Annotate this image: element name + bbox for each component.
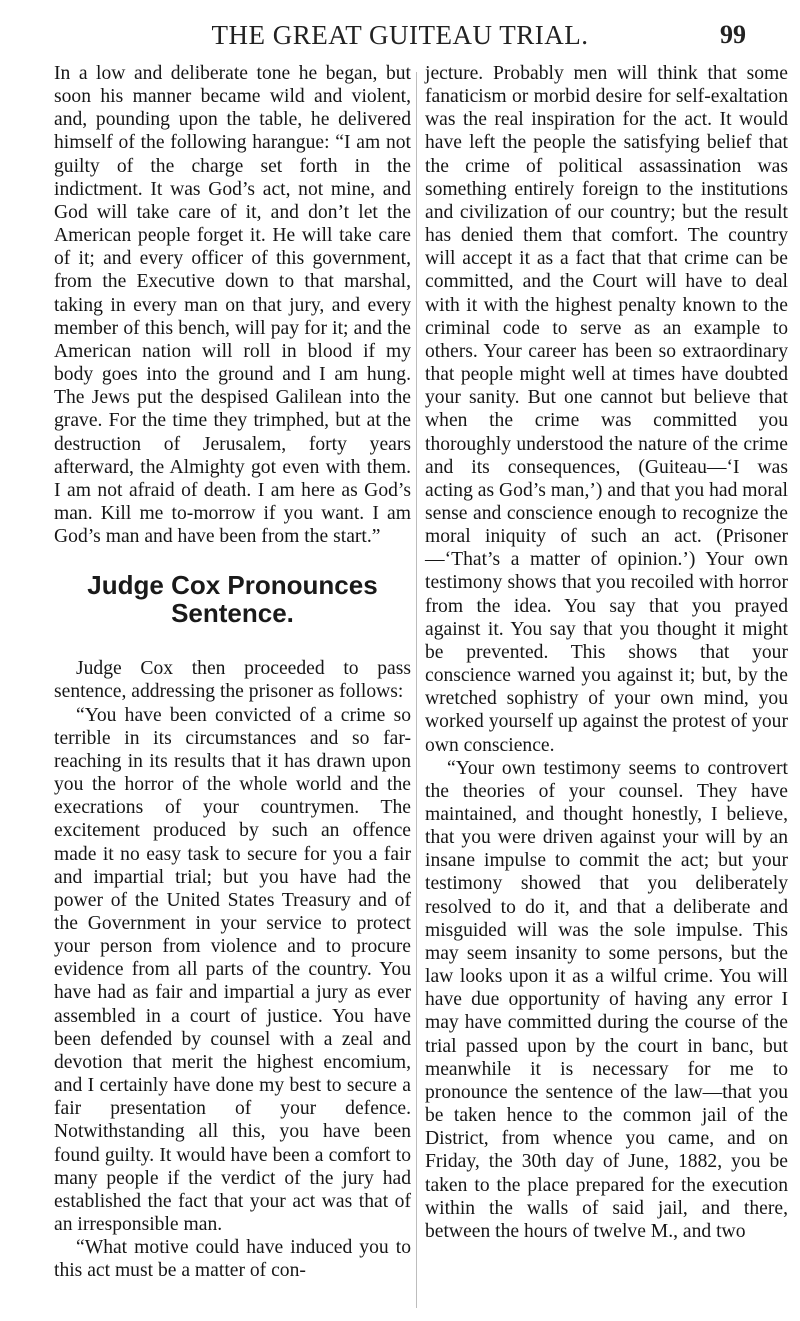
- paragraph-sentence-intro: Judge Cox then proceeded to pass sentence, addressing the prisoner as follows:: [54, 658, 411, 703]
- right-column: [425, 62, 788, 1243]
- page-number: 99: [720, 20, 746, 49]
- paragraph-conjecture: jecture. Probably men will think that some fanaticism or morbid desire for self-exaltation was the real inspiration for the act. It would have left the people the satisfying belief that the crime of political assassination was something entirely foreign to the institutions and civilization of our country; but the result has denied them that comfort. The country will accept it as a fact that that crime can be committed, and the Court will have to deal with it with the highest penalty known to the criminal code to serve as an example to others. Your career has been so extraordinary that people might well at times have doubted your sanity. But one cannot but believe that when the crime was committed you thoroughly understood the nature of the crime and its consequences, (Guiteau—‘I was acting as God’s man,’) and that you had moral sense and conscience enough to recognize the moral iniquity of such an act. (Prisoner—‘That’s a matter of opinion.’) Your own testimony shows that you recoiled with horror from the idea. You say that you prayed against it. You say that you thought it might be prevented. This shows that your conscience warned you against it; but, by the wretched sophistry of your own mind, you worked yourself up against the protest of your own conscience.: [425, 63, 788, 756]
- section-heading: Judge Cox Pronounces Sentence.: [87, 570, 378, 629]
- running-title: THE GREAT GUITEAU TRIAL.: [211, 20, 589, 50]
- paragraph-convicted: “You have been convicted of a crime so terrible in its circumstances and so far-reaching in its results that it has drawn upon you the horror of the whole world and the execrations of your countrymen. The excitement produced by such an offence made it no easy task to secure for you a fair and impartial trial; but you have had the power of the United States Treasury and of the Government in your service to protect your person from violence and to procure evidence from all parts of the country. You have had as fair and impartial a jury as ever assembled in a court of justice. You have been defended by counsel with a zeal and devotion that merit the highest encomium, and I certainly have done my best to secure a fair presentation of your defence. Notwithstanding all this, you have been found guilty. It would have been a comfort to many people if the verdict of the jury had established the fact that your act was that of an irresponsible man.: [54, 704, 411, 1236]
- paragraph-motive: “What motive could have induced you to this act must be a matter of con-: [54, 1237, 411, 1282]
- column-divider: [416, 72, 417, 1308]
- paragraph-harangue: In a low and deliberate tone he began, but soon his manner became wild and violent, and, pounding upon the table, he delivered himself of the following harangue: “I am not guilty of the charge set forth in the indictment. It was God’s act, not mine, and God will take care of it, and don’t let the American people forget it. He will take care of it; and every officer of this government, from the Executive down to that marshal, taking in every man on that jury, and every member of this bench, will pay for it; and the American nation will roll in blood if my body goes into the ground and I am hung. The Jews put the despised Galilean into the grave. For the time they trimphed, but at the destruction of Jerusalem, forty years afterward, the Almighty got even with them. I am not afraid of death. I am here as God’s man. Kill me to-morrow if you want. I am God’s man and have been from the start.”: [54, 63, 411, 548]
- left-column: [54, 62, 411, 1283]
- running-head: [0, 2, 800, 58]
- paragraph-testimony: “Your own testimony seems to controvert the theories of your counsel. They have maintained, and thought honestly, I believe, that you were driven against your will by an insane impulse to commit the act; but your testimony showed that you deliberately resolved to do it, and that a deliberate and misguided will was the sole impulse. This may seem insanity to some persons, but the law looks upon it as a wilful crime. You will have due opportunity of having any error I may have committed during the course of the trial passed upon by the court in banc, but meanwhile it is necessary for me to pronounce the sentence of the law—that you be taken hence to the common jail of the District, from whence you came, and on Friday, the 30th day of June, 1882, you be taken to the place prepared for the execution within the walls of said jail, and there, between the hours of twelve M., and two: [425, 757, 788, 1242]
